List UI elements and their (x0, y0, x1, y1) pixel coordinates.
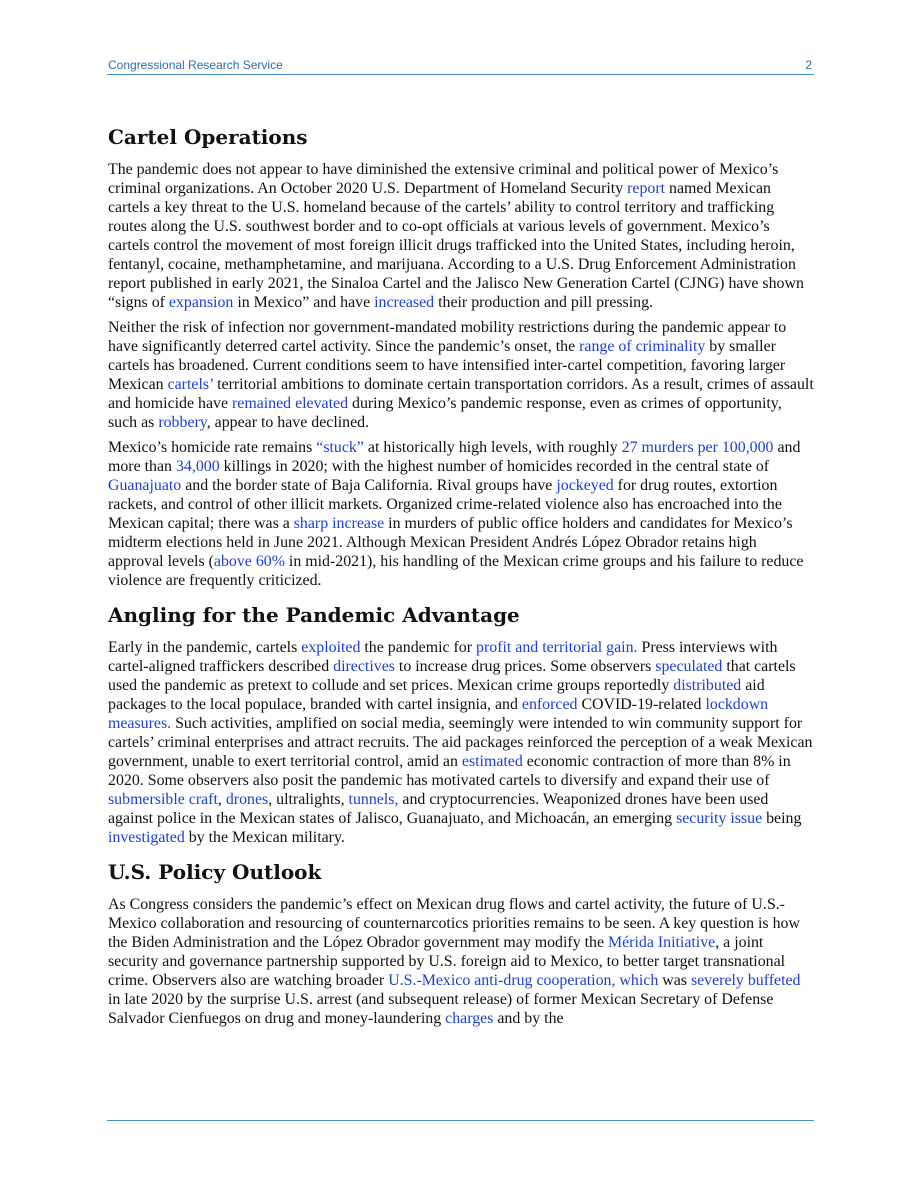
text-run: , appear to have declined. (206, 414, 370, 431)
hyperlink[interactable]: enforced (521, 696, 578, 713)
hyperlink[interactable]: directives (333, 658, 395, 675)
hyperlink[interactable]: profit and territorial gain. (476, 639, 638, 656)
text-run: killings in 2020; with the highest number of homicides recorded in the central state of (219, 458, 770, 475)
hyperlink[interactable]: charges (445, 1010, 494, 1027)
hyperlink[interactable]: drones (225, 791, 269, 808)
text-run: at historically high levels, with roughly (363, 439, 622, 456)
text-run: in mid-2021), his handling of the Mexican crime groups and his failure to reduce violence are frequently criticized. (108, 553, 804, 589)
section (108, 600, 814, 847)
hyperlink[interactable]: increased (374, 294, 435, 311)
text-run: The pandemic does not appear to have diminished the extensive criminal and political power of Mexico’s criminal organizations. An October 2020 U.S. Department of Homeland Security (108, 161, 779, 197)
text-run: economic contraction of more than 8% in 2020. Some observers also posit the pandemic has motivated cartels to diversify and expand their use of (108, 753, 791, 789)
text-run: and by the (493, 1010, 564, 1027)
section-heading: Angling for the Pandemic Advantage (108, 603, 520, 627)
text-run: in Mexico” and have (233, 294, 375, 311)
hyperlink[interactable]: expansion (168, 294, 234, 311)
hyperlink[interactable]: report (627, 180, 666, 197)
hyperlink[interactable]: Guanajuato (108, 477, 182, 494)
text-run: by the Mexican military. (184, 829, 345, 846)
text-run: to increase drug prices. Some observers (394, 658, 656, 675)
hyperlink[interactable]: distributed (673, 677, 742, 694)
text-run: territorial ambitions to dominate certain transportation corridors. As a result, crimes of assault and homicide have (108, 376, 814, 412)
text-run: their production and pill pressing. (434, 294, 654, 311)
hyperlink[interactable]: security issue (676, 810, 763, 827)
hyperlink[interactable]: above 60% (213, 553, 285, 570)
hyperlink[interactable]: U.S.-Mexico anti-drug cooperation, which (388, 972, 659, 989)
text-run: for drug routes, extortion rackets, and control of other illicit markets. Organized crime-related violence also has encroached into the Mexican capital; there was a (108, 477, 782, 532)
section (108, 122, 814, 590)
text-run: Press interviews with cartel-aligned traffickers described (108, 639, 778, 675)
hyperlink[interactable]: robbery (158, 414, 207, 431)
text-run: that cartels used the pandemic as pretext to collude and set prices. Mexican crime groups reportedly (108, 658, 796, 694)
hyperlink[interactable]: tunnels, (348, 791, 399, 808)
text-run: being (762, 810, 802, 827)
text-run: aid packages to the local populace, branded with cartel insignia, and (108, 677, 765, 713)
text-run: in murders of public office holders and candidates for Mexico’s midterm elections held in June 2021. Although Mexican President Andrés López Obrador retains high approval levels ( (108, 515, 793, 570)
section-heading: U.S. Policy Outlook (108, 860, 322, 884)
hyperlink[interactable]: 34,000 (175, 458, 220, 475)
text-run: by smaller cartels has broadened. Current conditions seem to have intensified inter-cartel competition, favoring larger Mexican (108, 338, 786, 393)
page-number: 2 (805, 58, 812, 72)
text-run: , a joint security and governance partnership supported by U.S. foreign aid to Mexico, to better target transnational crime. Observers also are watching broader (108, 934, 786, 989)
hyperlink[interactable]: 27 murders per 100,000 (621, 439, 774, 456)
hyperlink[interactable]: speculated (655, 658, 723, 675)
hyperlink[interactable]: remained elevated (232, 395, 349, 412)
footer-rule (107, 1120, 814, 1121)
hyperlink[interactable]: Mérida Initiative (608, 934, 716, 951)
text-run: , ultralights, (268, 791, 349, 808)
hyperlink[interactable]: jockeyed (556, 477, 614, 494)
hyperlink[interactable]: severely buffeted (690, 972, 801, 989)
text-run: Such activities, amplified on social media, seemingly were intended to win community support for cartels’ criminal enterprises and attract recruits. The aid packages reinforced the perception of a weak Mexican government, unable to exert territorial control, amid an (108, 715, 813, 770)
text-run: and cryptocurrencies. Weaponized drones have been used against police in the Mexican states of Jalisco, Guanajuato, and Michoacán, an emerging (108, 791, 769, 827)
hyperlink[interactable]: investigated (108, 829, 185, 846)
hyperlink[interactable]: submersible craft (108, 791, 218, 808)
paragraph (108, 160, 814, 312)
hyperlink[interactable]: estimated (461, 753, 523, 770)
text-run: and the border state of Baja California. Rival groups have (181, 477, 557, 494)
text-run: As Congress considers the pandemic’s effect on Mexican drug flows and cartel activity, the future of U.S.-Mexico collaboration and resourcing of counternarcotics priorities remains to be seen. A key question is how the Biden Administration and the López Obrador government may modify the (108, 896, 800, 951)
hyperlink[interactable]: sharp increase (293, 515, 385, 532)
text-run: Neither the risk of infection nor government-mandated mobility restrictions during the pandemic appear to have significantly deterred cartel activity. Since the pandemic’s onset, the (108, 319, 787, 355)
section-heading: Cartel Operations (108, 125, 308, 149)
hyperlink[interactable]: lockdown measures. (108, 696, 769, 732)
hyperlink[interactable]: “stuck” (316, 439, 364, 456)
text-run: , (217, 791, 226, 808)
document-body (108, 122, 814, 1034)
text-run: and more than (108, 439, 801, 475)
header-publisher: Congressional Research Service (108, 58, 283, 72)
text-run: named Mexican cartels a key threat to the U.S. homeland because of the cartels’ ability to control territory and trafficking routes along the U.S. southwest border and to co-opt officials at various levels of government. Mexico’s cartels control the movement of most foreign illicit drugs trafficked into the United States, including heroin, fentanyl, cocaine, methamphetamine, and marijuana. According to a U.S. Drug Enforcement Administration report published in early 2021, the Sinaloa Cartel and the Jalisco New Generation Cartel (CJNG) have shown “signs of (108, 180, 804, 311)
text-run: during Mexico’s pandemic response, even as crimes of opportunity, such as (108, 395, 782, 431)
hyperlink[interactable]: cartels’ (167, 376, 214, 393)
hyperlink[interactable]: range of criminality (579, 338, 706, 355)
text-run: in late 2020 by the surprise U.S. arrest (and subsequent release) of former Mexican Secretary of Defense Salvador Cienfuegos on drug and money-laundering (108, 991, 774, 1027)
hyperlink[interactable]: exploited (301, 639, 361, 656)
section (108, 857, 814, 1028)
paragraph (108, 438, 814, 590)
text-run: the pandemic for (360, 639, 477, 656)
text-run: COVID-19-related (577, 696, 706, 713)
paragraph (108, 895, 814, 1028)
paragraph (108, 318, 814, 432)
text-run: Early in the pandemic, cartels (108, 639, 302, 656)
text-run: was (658, 972, 691, 989)
text-run: Mexico’s homicide rate remains (108, 439, 317, 456)
paragraph (108, 638, 814, 847)
running-header (107, 58, 814, 75)
